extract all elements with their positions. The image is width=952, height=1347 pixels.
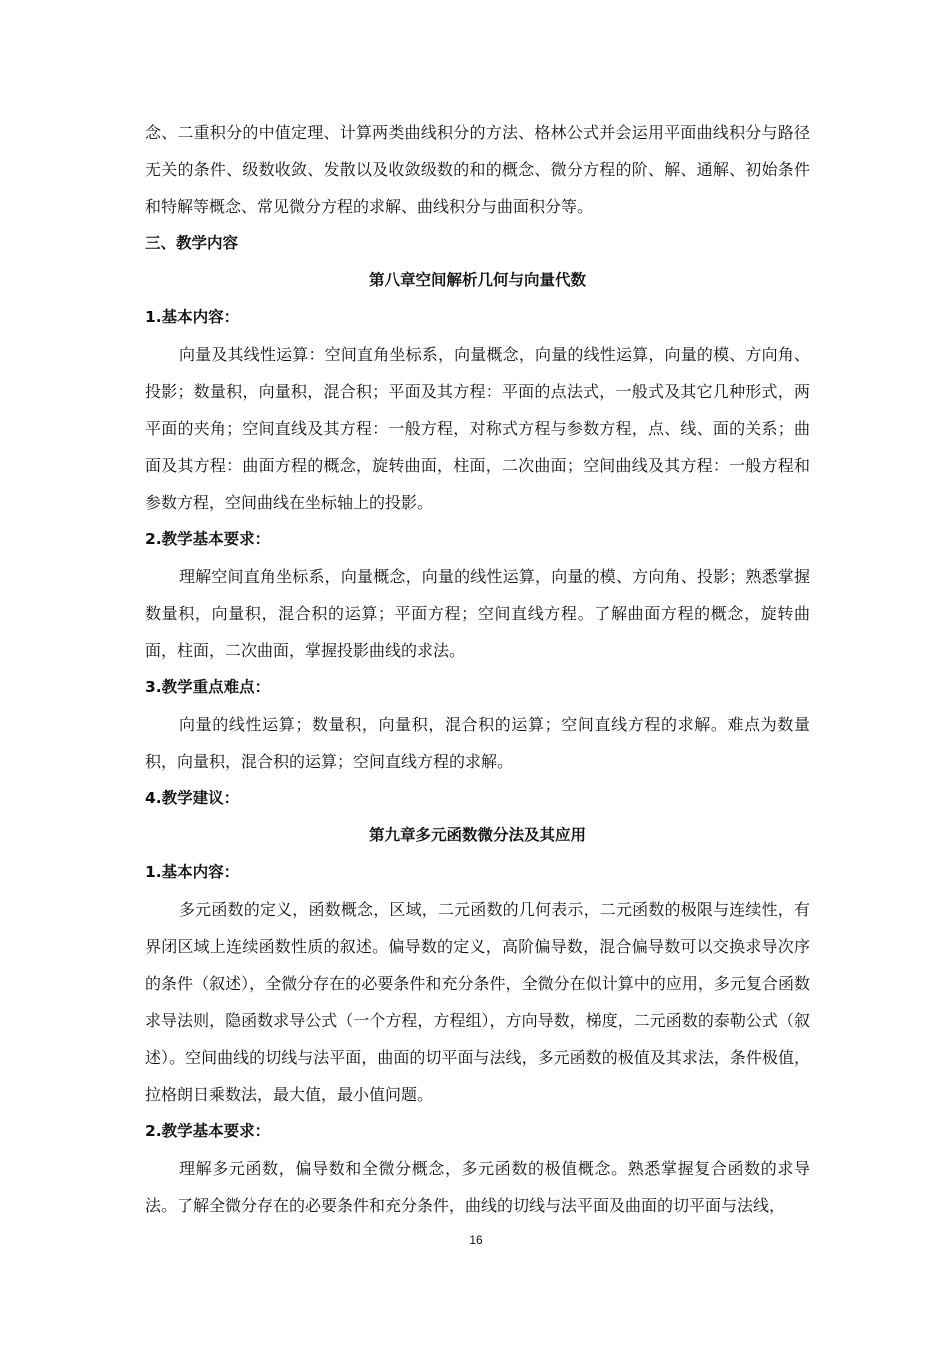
page-number: 16 [469,1233,483,1247]
subheading-teaching-suggestions: 4.教学建议： [145,789,240,807]
paragraph-ch8-key-points: 向量的线性运算；数量积，向量积，混合积的运算；空间直线方程的求解。难点为数量积，向量积，混合积的运算；空间直线方程的求解。 [145,715,810,771]
section-heading-teaching-content: 三、教学内容 [145,234,239,252]
paragraph-intro-continued: 念、二重积分的中值定理、计算两类曲线积分的方法、格林公式并会运用平面曲线积分与路径无关的条件、级数收敛、发散以及收敛级数的和的概念、微分方程的阶、解、通解、初始条件和特解等概念、常见微分方程的求解、曲线积分与曲面积分等。 [145,123,810,216]
paragraph-ch9-requirements: 理解多元函数，偏导数和全微分概念，多元函数的极值概念。熟悉掌握复合函数的求导法。了解全微分存在的必要条件和充分条件，曲线的切线与法平面及曲面的切平面与法线， [145,1159,810,1215]
subheading-basic-requirements: 2.教学基本要求： [145,530,271,548]
page-body [145,114,810,1224]
subheading-basic-content: 1.基本内容： [145,308,240,326]
paragraph-ch8-requirements: 理解空间直角坐标系，向量概念，向量的线性运算，向量的模、方向角、投影；熟悉掌握数量积，向量积，混合积的运算；平面方程；空间直线方程。了解曲面方程的概念，旋转曲面，柱面，二次曲面，掌握投影曲线的求法。 [145,567,810,660]
chapter-title-8: 第八章空间解析几何与向量代数 [368,271,586,289]
chapter-title-9: 第九章多元函数微分法及其应用 [368,826,586,844]
subheading-basic-requirements: 2.教学基本要求： [145,1122,271,1140]
subheading-key-points: 3.教学重点难点： [145,678,271,696]
paragraph-ch9-basic-content: 多元函数的定义，函数概念，区域，二元函数的几何表示，二元函数的极限与连续性，有界闭区域上连续函数性质的叙述。偏导数的定义，高阶偏导数，混合偏导数可以交换求导次序的条件（叙述），全微分存在的必要条件和充分条件，全微分在似计算中的应用，多元复合函数求导法则，隐函数求导公式（一个方程，方程组），方向导数，梯度，二元函数的泰勒公式（叙述）。空间曲线的切线与法平面，曲面的切平面与法线，多元函数的极值及其求法，条件极值，拉格朗日乘数法，最大值，最小值问题。 [145,900,810,1104]
subheading-basic-content: 1.基本内容： [145,863,240,881]
paragraph-ch8-basic-content: 向量及其线性运算：空间直角坐标系，向量概念，向量的线性运算，向量的模、方向角、投影；数量积，向量积，混合积；平面及其方程：平面的点法式，一般式及其它几种形式，两平面的夹角；空间直线及其方程：一般方程，对称式方程与参数方程，点、线、面的关系；曲面及其方程：曲面方程的概念，旋转曲面，柱面，二次曲面；空间曲线及其方程：一般方程和参数方程，空间曲线在坐标轴上的投影。 [145,345,810,512]
